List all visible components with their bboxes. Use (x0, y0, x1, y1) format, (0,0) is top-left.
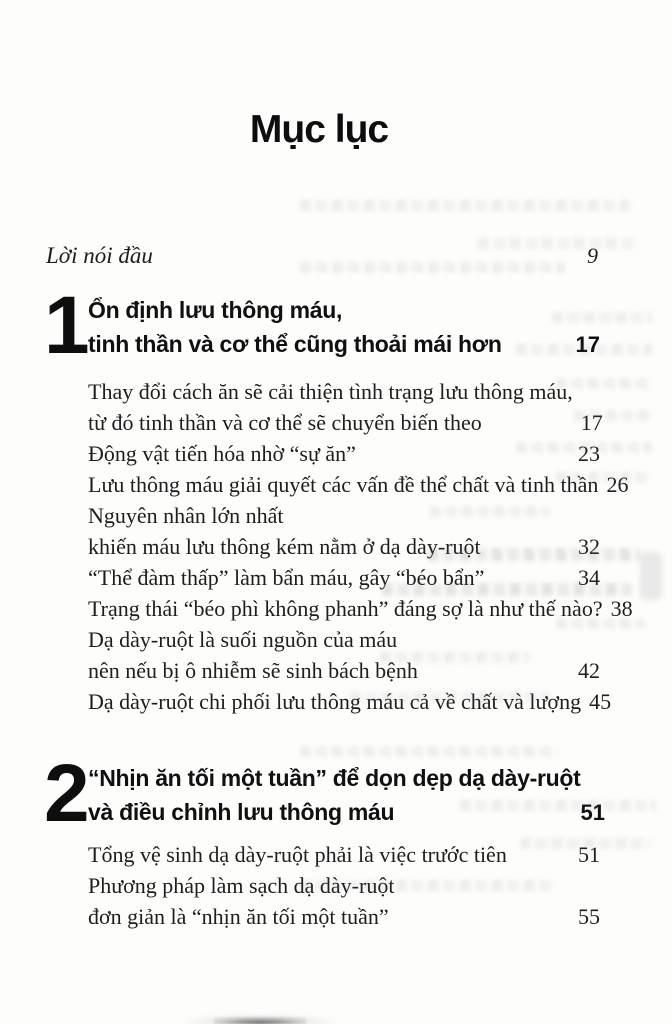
entry-page-number: 51 (578, 842, 600, 867)
chapter-1-title (88, 293, 576, 361)
entry-page-number: 23 (578, 441, 600, 466)
entry-line: Trạng thái “béo phì không phanh” đáng sợ là như thế nào? (88, 596, 603, 621)
entry-line: Thay đổi cách ăn sẽ cải thiện tình trạng lưu thông máu, (88, 379, 573, 404)
chapter-2-heading (44, 748, 605, 839)
entry-line: từ đó tinh thần và cơ thể sẽ chuyển biến theo (88, 410, 482, 435)
entry-line: “Thể đàm thấp” làm bẩn máu, gây “béo bẩn” (88, 565, 485, 590)
bleedthrough-artifact (300, 746, 558, 757)
toc-entry (88, 500, 600, 562)
entry-page-number: 42 (578, 658, 600, 683)
entry-line: Động vật tiến hóa nhờ “sự ăn” (88, 441, 356, 466)
entry-line: khiến máu lưu thông kém nằm ở dạ dày-ruột (88, 534, 481, 559)
entry-page-number: 17 (580, 410, 603, 435)
toc-entry (88, 438, 600, 469)
bleedthrough-artifact (640, 552, 662, 600)
toc-entry (88, 593, 633, 624)
chapter-title-line: tinh thần và cơ thể cũng thoải mái hơn (88, 331, 502, 357)
toc-entry (88, 624, 600, 686)
preface-page-number: 9 (587, 243, 598, 268)
bleedthrough-artifact (300, 200, 630, 211)
chapter-2-title (88, 761, 580, 829)
entry-line: đơn giản là “nhịn ăn tối một tuần” (88, 904, 389, 929)
toc-entry (88, 839, 600, 870)
chapter-title-line: và điều chỉnh lưu thông máu (88, 799, 395, 825)
chapter-1-entries (88, 376, 633, 717)
entry-line: Lưu thông máu giải quyết các vấn đề thể chất và tinh thần (88, 472, 599, 497)
toc-entry (88, 562, 600, 593)
toc-entry (88, 686, 612, 717)
entry-line: nên nếu bị ô nhiễm sẽ sinh bách bệnh (88, 658, 418, 683)
chapter-title-line: Ổn định lưu thông máu, (88, 297, 343, 323)
page-title: Mục lục (249, 108, 389, 151)
entry-line: Nguyên nhân lớn nhất (88, 503, 284, 528)
entry-page-number: 32 (578, 534, 600, 559)
toc-entry (88, 870, 600, 932)
chapter-1-number: 1 (44, 280, 86, 371)
entry-page-number: 38 (610, 596, 633, 621)
chapter-1-page-number: 17 (575, 332, 600, 357)
toc-entry (88, 376, 603, 438)
entry-page-number: 34 (578, 565, 600, 590)
toc-entry (88, 469, 629, 500)
entry-line: Dạ dày-ruột chi phối lưu thông máu cả về chất và lượng (88, 689, 582, 714)
chapter-1-heading (44, 280, 600, 371)
entry-page-number: 26 (606, 472, 629, 497)
preface-row (46, 240, 598, 271)
entry-line: Dạ dày-ruột là suối nguồn của máu (88, 627, 398, 652)
chapter-2-page-number: 51 (580, 800, 605, 825)
entry-page-number: 45 (589, 689, 612, 714)
chapter-2-entries (88, 839, 600, 932)
chapter-title-line: “Nhịn ăn tối một tuần” để dọn dẹp dạ dày-ruột (88, 765, 581, 791)
entry-line: Tổng vệ sinh dạ dày-ruột phải là việc trước tiên (88, 842, 507, 867)
entry-page-number: 55 (578, 904, 600, 929)
chapter-2-number: 2 (44, 748, 86, 839)
entry-line: Phương pháp làm sạch dạ dày-ruột (88, 873, 395, 898)
preface-label: Lời nói đầu (46, 243, 153, 268)
scan-smudge (214, 1017, 306, 1024)
